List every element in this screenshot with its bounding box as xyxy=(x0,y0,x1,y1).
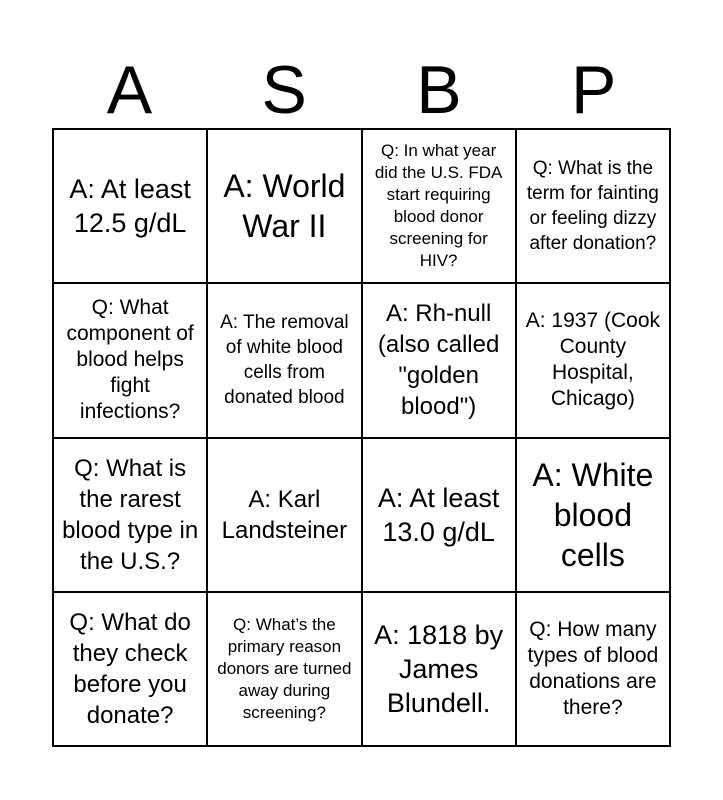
bingo-grid xyxy=(52,128,671,747)
cell-text: Q: What’s the primary reason donors are turned away during screening? xyxy=(217,614,352,722)
bingo-cell[interactable] xyxy=(516,592,670,746)
bingo-cell[interactable] xyxy=(207,592,361,746)
cell-text: A: White blood cells xyxy=(532,456,654,573)
cell-text: Q: How many types of blood donations are there? xyxy=(527,617,659,719)
bingo-cell[interactable] xyxy=(53,129,207,283)
bingo-cell[interactable] xyxy=(362,129,516,283)
bingo-cell[interactable] xyxy=(516,283,670,437)
bingo-cell[interactable] xyxy=(207,129,361,283)
header-letter-a: A xyxy=(106,52,153,128)
bingo-cell[interactable] xyxy=(362,592,516,746)
cell-text: Q: What is the term for fainting or feeling dizzy after donation? xyxy=(526,158,659,255)
cell-text: A: The removal of white blood cells from donated blood xyxy=(220,312,349,409)
header-letter-p: P xyxy=(570,52,617,128)
cell-text: Q: What do they check before you donate? xyxy=(69,608,191,729)
cell-text: Q: What is the rarest blood type in the U.S.? xyxy=(62,454,199,575)
bingo-cell[interactable] xyxy=(207,283,361,437)
cell-text: A: 1937 (Cook County Hospital, Chicago) xyxy=(525,309,660,411)
bingo-cell[interactable] xyxy=(516,129,670,283)
bingo-cell[interactable] xyxy=(516,438,670,592)
bingo-cell[interactable] xyxy=(53,283,207,437)
cell-text: Q: What component of blood helps fight infections? xyxy=(66,296,194,424)
bingo-cell[interactable] xyxy=(53,438,207,592)
cell-text: A: At least 13.0 g/dL xyxy=(377,482,500,547)
bingo-cell[interactable] xyxy=(362,283,516,437)
cell-text: A: World War II xyxy=(223,168,346,245)
bingo-cell[interactable] xyxy=(53,592,207,746)
cell-text: A: Karl Landsteiner xyxy=(221,485,348,544)
header-letter-s: S xyxy=(261,52,307,128)
bingo-cell[interactable] xyxy=(207,438,361,592)
cell-text: A: 1818 by James Blundell. xyxy=(374,619,504,718)
cell-text: Q: In what year did the U.S. FDA start requiring blood donor screening for HIV? xyxy=(374,141,503,271)
header-letter-b: B xyxy=(416,52,462,128)
bingo-cell[interactable] xyxy=(362,438,516,592)
cell-text: A: Rh-null (also called "golden blood") xyxy=(377,300,500,421)
bingo-header xyxy=(52,52,671,128)
cell-text: A: At least 12.5 g/dL xyxy=(69,174,191,239)
